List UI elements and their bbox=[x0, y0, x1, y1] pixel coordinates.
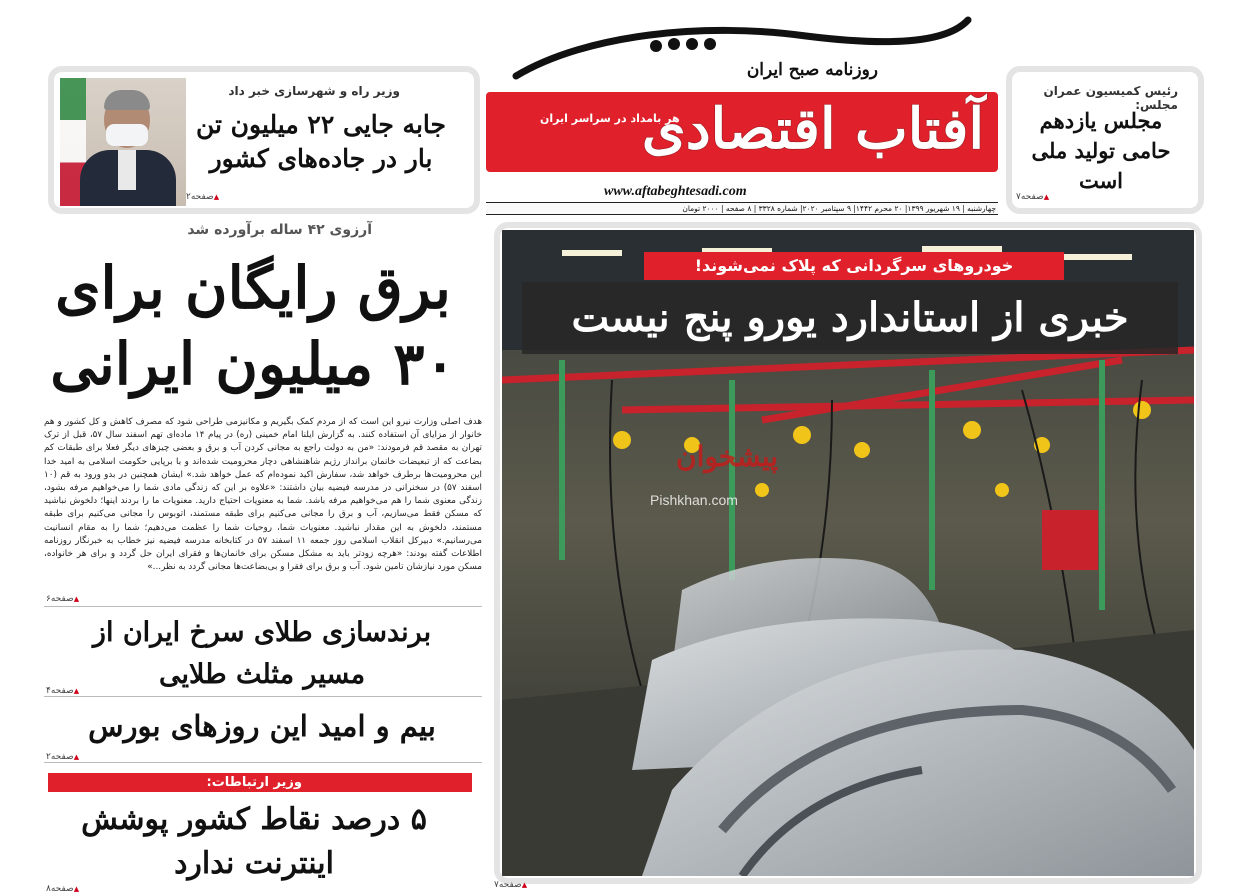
top-right-story[interactable] bbox=[1006, 66, 1204, 214]
masthead bbox=[486, 50, 998, 215]
top-right-page-ref: ▲ صفحه۷ bbox=[1016, 192, 1049, 202]
main-story-kicker: آرزوی ۴۲ ساله برآورده شد bbox=[187, 222, 372, 238]
photo-story-page-ref: ▲ صفحه۷ bbox=[494, 880, 527, 890]
main-story-page-ref: ▲ صفحه۶ bbox=[46, 594, 79, 604]
left-column bbox=[44, 218, 482, 892]
main-story-headline[interactable]: برق رایگان برای ۳۰ میلیون ایرانی bbox=[50, 254, 456, 398]
masthead-tagline: روزنامه صبح ایران bbox=[746, 60, 878, 80]
top-left-story[interactable] bbox=[48, 66, 480, 214]
story2-headline[interactable]: برندسازی طلای سرخ ایران از مسیر مثلث طلایی bbox=[92, 617, 432, 690]
photo-story-kicker: خودروهای سرگردانی که پلاک نمی‌شوند! bbox=[644, 252, 1064, 280]
masthead-subtagline: هر بامداد در سراسر ایران bbox=[540, 112, 680, 125]
story2-page-ref: ▲ صفحه۴ bbox=[46, 686, 79, 696]
top-left-headline[interactable]: جابه جایی ۲۲ میلیون تن بار در جاده‌های کشور bbox=[195, 110, 446, 173]
divider bbox=[44, 696, 482, 697]
main-story-lead: هدف اصلی وزارت نیرو این است که از مردم کمک بگیریم و مکانیزمی طراحی شود که مصرف کاهش و کل کشور و هم خانوار از مزایای آن استفاده کنند. به گزارش ایلنا امام خمینی (ره) در پیام ۱۴ ماده‌ای تهم اسفند سال ۵۷، قبل از ترک تهران به مقصد قم فرمودند: «من به دولت راجع به مجانی کردن آب و برق و بعضی چیزهای دیگر فعلا برای طبقات کم بضاعت که از تبعیضات خانمان برانداز رژیم شاهنشاهی دچار محرومیت شده‌اند و با برپایی حکومت اسلامی به امید خدا این محرومیت‌ها برطرف خواهد شد، سفارش اکید نموده‌ام که عمل خواهد شد.» ایشان همچنین در بدو ورود به قم (۱۰ اسفند ۵۷) در سخنرانی در مدرسه فیضیه بیان داشتند: «علاوه بر این که زندگی مادی شما را می‌خواهیم مرفه بشود، زندگی معنوی شما را هم می‌خواهیم مرفه باشد. شما به معنویات احتیاج دارید. معنویات ما را بردند اینها؛ دلخوش نباشید که مسکن فقط می‌سازیم، آب و برق را مجانی می‌کنیم برای طبقه مستمند، اتوبوس را مجانی می‌کنیم برای طبقه مستمند، دلخوش به این مقدار نباشید. معنویات شما، روحیات شما را عظمت می‌دهیم؛ شما را به مقام انسانیت می‌رسانیم.» دبیرکل انقلاب اسلامی روز جمعه ۱۱ اسفند ۵۷ در کتابخانه مدرسه فیضیه نیز خطاب به خبرنگار روزنامه اطلاعات گفته بودند: «هرچه زودتر باید به مشکل مسکن برای خانمان‌ها و فقرای ایران حل گردد و برای هر خانواده، مسکن مورد نیازشان تامین شود. آب و برق برای فقرا و بی‌بضاعت‌ها مجانی گردد به نظر...» bbox=[44, 417, 482, 573]
story4-headline[interactable]: ۵ درصد نقاط کشور پوشش اینترنت ندارد bbox=[81, 802, 427, 881]
top-left-kicker: وزیر راه و شهرسازی خبر داد bbox=[228, 84, 400, 98]
minister-photo bbox=[60, 78, 186, 206]
issue-date-line: چهارشنبه | ۱۹ شهریور ۱۳۹۹| ۲۰ محرم ۱۴۴۲| ۹ سپتامبر ۲۰۲۰| شماره ۳۳۲۸ | ۸ صفحه | ۲۰۰۰ تومان bbox=[486, 202, 998, 215]
top-left-page-ref: ▲ صفحه۲ bbox=[186, 192, 219, 202]
website-link[interactable]: www.aftabeghtesadi.com bbox=[604, 184, 747, 199]
watermark-logo: پیشخوان bbox=[676, 440, 779, 473]
photo-story-headline[interactable]: خبری از استاندارد یورو پنج نیست bbox=[522, 282, 1178, 354]
story3-page-ref: ▲ صفحه۲ bbox=[46, 752, 79, 762]
masthead-logo-band bbox=[486, 92, 998, 172]
top-right-headline[interactable]: مجلس یازدهم حامی تولید ملی است bbox=[1031, 108, 1171, 193]
photo-story[interactable] bbox=[494, 222, 1202, 884]
story4-kicker: وزیر ارتباطات: bbox=[48, 773, 472, 792]
divider bbox=[44, 606, 482, 607]
watermark-text: Pishkhan.com bbox=[650, 492, 738, 508]
divider bbox=[44, 762, 482, 763]
newspaper-logo[interactable]: آفتاب اقتصادی bbox=[641, 96, 984, 162]
story3-headline[interactable]: بیم و امید این روزهای بورس bbox=[88, 709, 436, 743]
story4-page-ref: ▲ صفحه۸ bbox=[46, 884, 79, 892]
logo-swoosh-icon bbox=[506, 14, 976, 84]
top-right-kicker: رئیس کمیسیون عمران مجلس: bbox=[1043, 84, 1178, 112]
